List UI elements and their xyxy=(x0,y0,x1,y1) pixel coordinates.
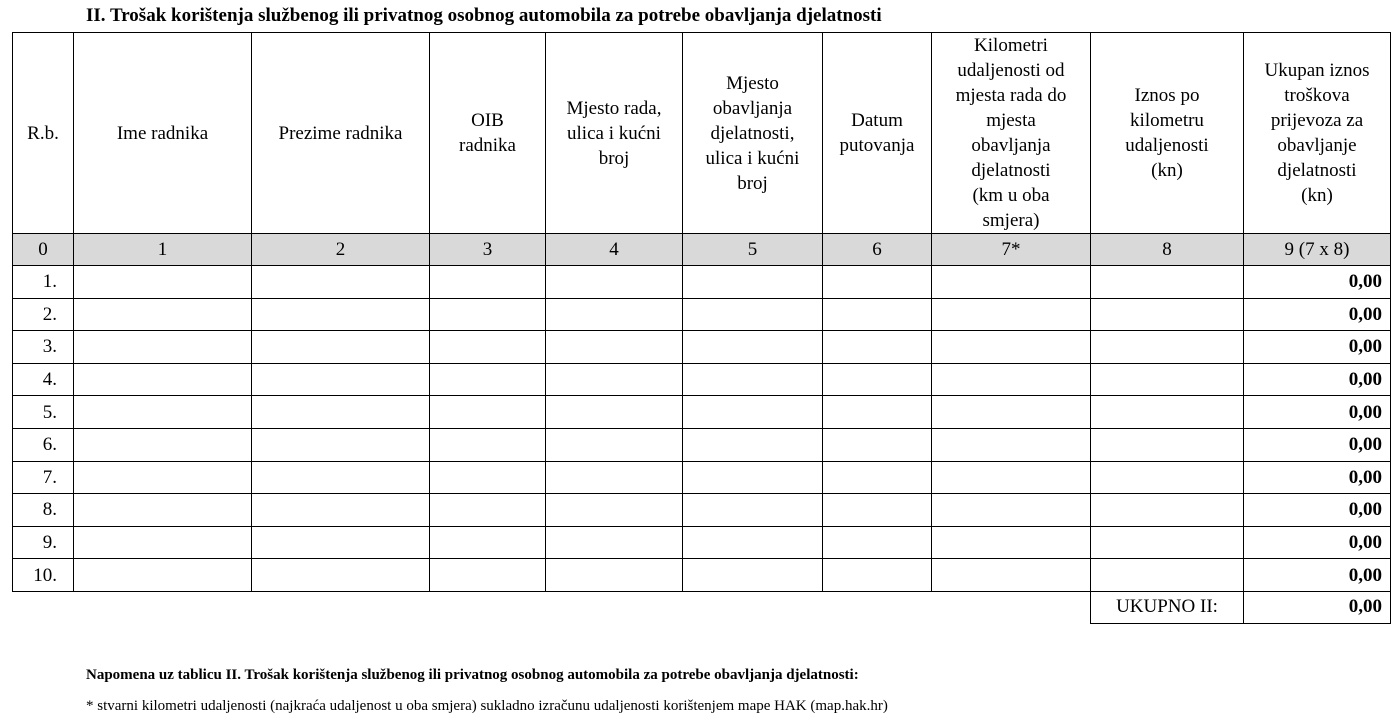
table-row xyxy=(13,266,1391,299)
column-number-1: 1 xyxy=(74,234,252,266)
input-cell-col-3[interactable] xyxy=(430,396,546,429)
input-cell-col-3[interactable] xyxy=(430,298,546,331)
input-cell-col-6[interactable] xyxy=(823,494,932,527)
table-row xyxy=(13,494,1391,527)
row-total-amount: 0,00 xyxy=(1244,396,1391,429)
row-total-amount: 0,00 xyxy=(1244,494,1391,527)
row-number: 8. xyxy=(13,494,74,527)
input-cell-col-7[interactable] xyxy=(932,363,1091,396)
input-cell-col-8[interactable] xyxy=(1091,559,1244,592)
input-cell-col-6[interactable] xyxy=(823,331,932,364)
total-spacer xyxy=(13,591,1091,623)
input-cell-col-7[interactable] xyxy=(932,298,1091,331)
column-header-8: Iznos po kilometru udaljenosti (kn) xyxy=(1091,33,1244,234)
total-row xyxy=(13,591,1391,623)
input-cell-col-2[interactable] xyxy=(252,363,430,396)
input-cell-col-4[interactable] xyxy=(546,396,683,429)
input-cell-col-1[interactable] xyxy=(74,526,252,559)
input-cell-col-8[interactable] xyxy=(1091,363,1244,396)
row-total-amount: 0,00 xyxy=(1244,266,1391,299)
input-cell-col-6[interactable] xyxy=(823,266,932,299)
column-header-6: Datum putovanja xyxy=(823,33,932,234)
input-cell-col-6[interactable] xyxy=(823,363,932,396)
input-cell-col-2[interactable] xyxy=(252,266,430,299)
input-cell-col-2[interactable] xyxy=(252,428,430,461)
input-cell-col-3[interactable] xyxy=(430,559,546,592)
input-cell-col-5[interactable] xyxy=(683,494,823,527)
input-cell-col-2[interactable] xyxy=(252,298,430,331)
input-cell-col-2[interactable] xyxy=(252,526,430,559)
input-cell-col-5[interactable] xyxy=(683,396,823,429)
input-cell-col-7[interactable] xyxy=(932,266,1091,299)
input-cell-col-4[interactable] xyxy=(546,298,683,331)
column-number-5: 5 xyxy=(683,234,823,266)
column-number-9: 9 (7 x 8) xyxy=(1244,234,1391,266)
column-header-2: Prezime radnika xyxy=(252,33,430,234)
row-number: 10. xyxy=(13,559,74,592)
table-row xyxy=(13,298,1391,331)
column-header-0: R.b. xyxy=(13,33,74,234)
table-row xyxy=(13,428,1391,461)
input-cell-col-2[interactable] xyxy=(252,396,430,429)
input-cell-col-7[interactable] xyxy=(932,559,1091,592)
note-title: Napomena uz tablicu II. Trošak korištenja službenog ili privatnog osobnog automobila za potrebe obavljanja djelatnosti: xyxy=(86,667,859,683)
input-cell-col-8[interactable] xyxy=(1091,526,1244,559)
row-number: 6. xyxy=(13,428,74,461)
row-total-amount: 0,00 xyxy=(1244,526,1391,559)
input-cell-col-8[interactable] xyxy=(1091,266,1244,299)
input-cell-col-1[interactable] xyxy=(74,298,252,331)
column-number-2: 2 xyxy=(252,234,430,266)
input-cell-col-1[interactable] xyxy=(74,494,252,527)
input-cell-col-1[interactable] xyxy=(74,331,252,364)
input-cell-col-5[interactable] xyxy=(683,428,823,461)
input-cell-col-3[interactable] xyxy=(430,526,546,559)
row-number: 3. xyxy=(13,331,74,364)
input-cell-col-4[interactable] xyxy=(546,526,683,559)
input-cell-col-5[interactable] xyxy=(683,363,823,396)
footnote: * stvarni kilometri udaljenosti (najkraća udaljenost u oba smjera) sukladno izračunu udaljenosti korištenjem mape HAK (map.hak.hr) xyxy=(86,698,888,714)
input-cell-col-1[interactable] xyxy=(74,461,252,494)
table-row xyxy=(13,461,1391,494)
column-number-7: 7* xyxy=(932,234,1091,266)
column-header-5: Mjesto obavljanja djelatnosti, ulica i kućni broj xyxy=(683,33,823,234)
row-total-amount: 0,00 xyxy=(1244,559,1391,592)
row-total-amount: 0,00 xyxy=(1244,428,1391,461)
input-cell-col-3[interactable] xyxy=(430,428,546,461)
column-number-0: 0 xyxy=(13,234,74,266)
column-header-3: OIB radnika xyxy=(430,33,546,234)
input-cell-col-7[interactable] xyxy=(932,331,1091,364)
input-cell-col-6[interactable] xyxy=(823,559,932,592)
input-cell-col-7[interactable] xyxy=(932,461,1091,494)
input-cell-col-3[interactable] xyxy=(430,461,546,494)
input-cell-col-2[interactable] xyxy=(252,559,430,592)
input-cell-col-1[interactable] xyxy=(74,559,252,592)
input-cell-col-8[interactable] xyxy=(1091,461,1244,494)
page-title: II. Trošak korištenja službenog ili privatnog osobnog automobila za potrebe obavljanja djelatnosti xyxy=(86,5,882,26)
input-cell-col-2[interactable] xyxy=(252,494,430,527)
column-header-1: Ime radnika xyxy=(74,33,252,234)
input-cell-col-8[interactable] xyxy=(1091,331,1244,364)
input-cell-col-8[interactable] xyxy=(1091,396,1244,429)
input-cell-col-5[interactable] xyxy=(683,559,823,592)
row-total-amount: 0,00 xyxy=(1244,363,1391,396)
input-cell-col-4[interactable] xyxy=(546,494,683,527)
table-row xyxy=(13,526,1391,559)
input-cell-col-6[interactable] xyxy=(823,461,932,494)
input-cell-col-4[interactable] xyxy=(546,428,683,461)
column-number-3: 3 xyxy=(430,234,546,266)
input-cell-col-2[interactable] xyxy=(252,331,430,364)
row-total-amount: 0,00 xyxy=(1244,461,1391,494)
input-cell-col-1[interactable] xyxy=(74,363,252,396)
input-cell-col-5[interactable] xyxy=(683,461,823,494)
column-number-6: 6 xyxy=(823,234,932,266)
input-cell-col-5[interactable] xyxy=(683,266,823,299)
input-cell-col-1[interactable] xyxy=(74,428,252,461)
column-number-8: 8 xyxy=(1091,234,1244,266)
row-number: 5. xyxy=(13,396,74,429)
input-cell-col-7[interactable] xyxy=(932,494,1091,527)
input-cell-col-3[interactable] xyxy=(430,266,546,299)
column-header-4: Mjesto rada, ulica i kućni broj xyxy=(546,33,683,234)
column-header-9: Ukupan iznos troškova prijevoza za obavljanje djelatnosti (kn) xyxy=(1244,33,1391,234)
input-cell-col-5[interactable] xyxy=(683,526,823,559)
input-cell-col-4[interactable] xyxy=(546,331,683,364)
input-cell-col-1[interactable] xyxy=(74,396,252,429)
input-cell-col-4[interactable] xyxy=(546,266,683,299)
input-cell-col-4[interactable] xyxy=(546,363,683,396)
input-cell-col-5[interactable] xyxy=(683,331,823,364)
table-row xyxy=(13,396,1391,429)
input-cell-col-7[interactable] xyxy=(932,428,1091,461)
input-cell-col-7[interactable] xyxy=(932,396,1091,429)
input-cell-col-6[interactable] xyxy=(823,298,932,331)
input-cell-col-6[interactable] xyxy=(823,428,932,461)
row-number: 2. xyxy=(13,298,74,331)
total-value: 0,00 xyxy=(1244,591,1391,623)
input-cell-col-8[interactable] xyxy=(1091,298,1244,331)
column-number-row xyxy=(13,234,1391,266)
row-total-amount: 0,00 xyxy=(1244,298,1391,331)
input-cell-col-3[interactable] xyxy=(430,363,546,396)
input-cell-col-6[interactable] xyxy=(823,396,932,429)
row-number: 1. xyxy=(13,266,74,299)
row-total-amount: 0,00 xyxy=(1244,331,1391,364)
car-expense-table xyxy=(12,32,1391,624)
total-label: UKUPNO II: xyxy=(1091,591,1244,623)
input-cell-col-2[interactable] xyxy=(252,461,430,494)
header-row xyxy=(13,33,1391,234)
column-number-4: 4 xyxy=(546,234,683,266)
input-cell-col-3[interactable] xyxy=(430,331,546,364)
column-header-7: Kilometri udaljenosti od mjesta rada do mjesta obavljanja djelatnosti (km u oba smjera) xyxy=(932,33,1091,234)
input-cell-col-3[interactable] xyxy=(430,494,546,527)
row-number: 7. xyxy=(13,461,74,494)
row-number: 4. xyxy=(13,363,74,396)
table-row xyxy=(13,363,1391,396)
input-cell-col-8[interactable] xyxy=(1091,494,1244,527)
table-row xyxy=(13,559,1391,592)
input-cell-col-6[interactable] xyxy=(823,526,932,559)
input-cell-col-7[interactable] xyxy=(932,526,1091,559)
input-cell-col-1[interactable] xyxy=(74,266,252,299)
table-row xyxy=(13,331,1391,364)
input-cell-col-5[interactable] xyxy=(683,298,823,331)
input-cell-col-4[interactable] xyxy=(546,559,683,592)
input-cell-col-8[interactable] xyxy=(1091,428,1244,461)
row-number: 9. xyxy=(13,526,74,559)
input-cell-col-4[interactable] xyxy=(546,461,683,494)
